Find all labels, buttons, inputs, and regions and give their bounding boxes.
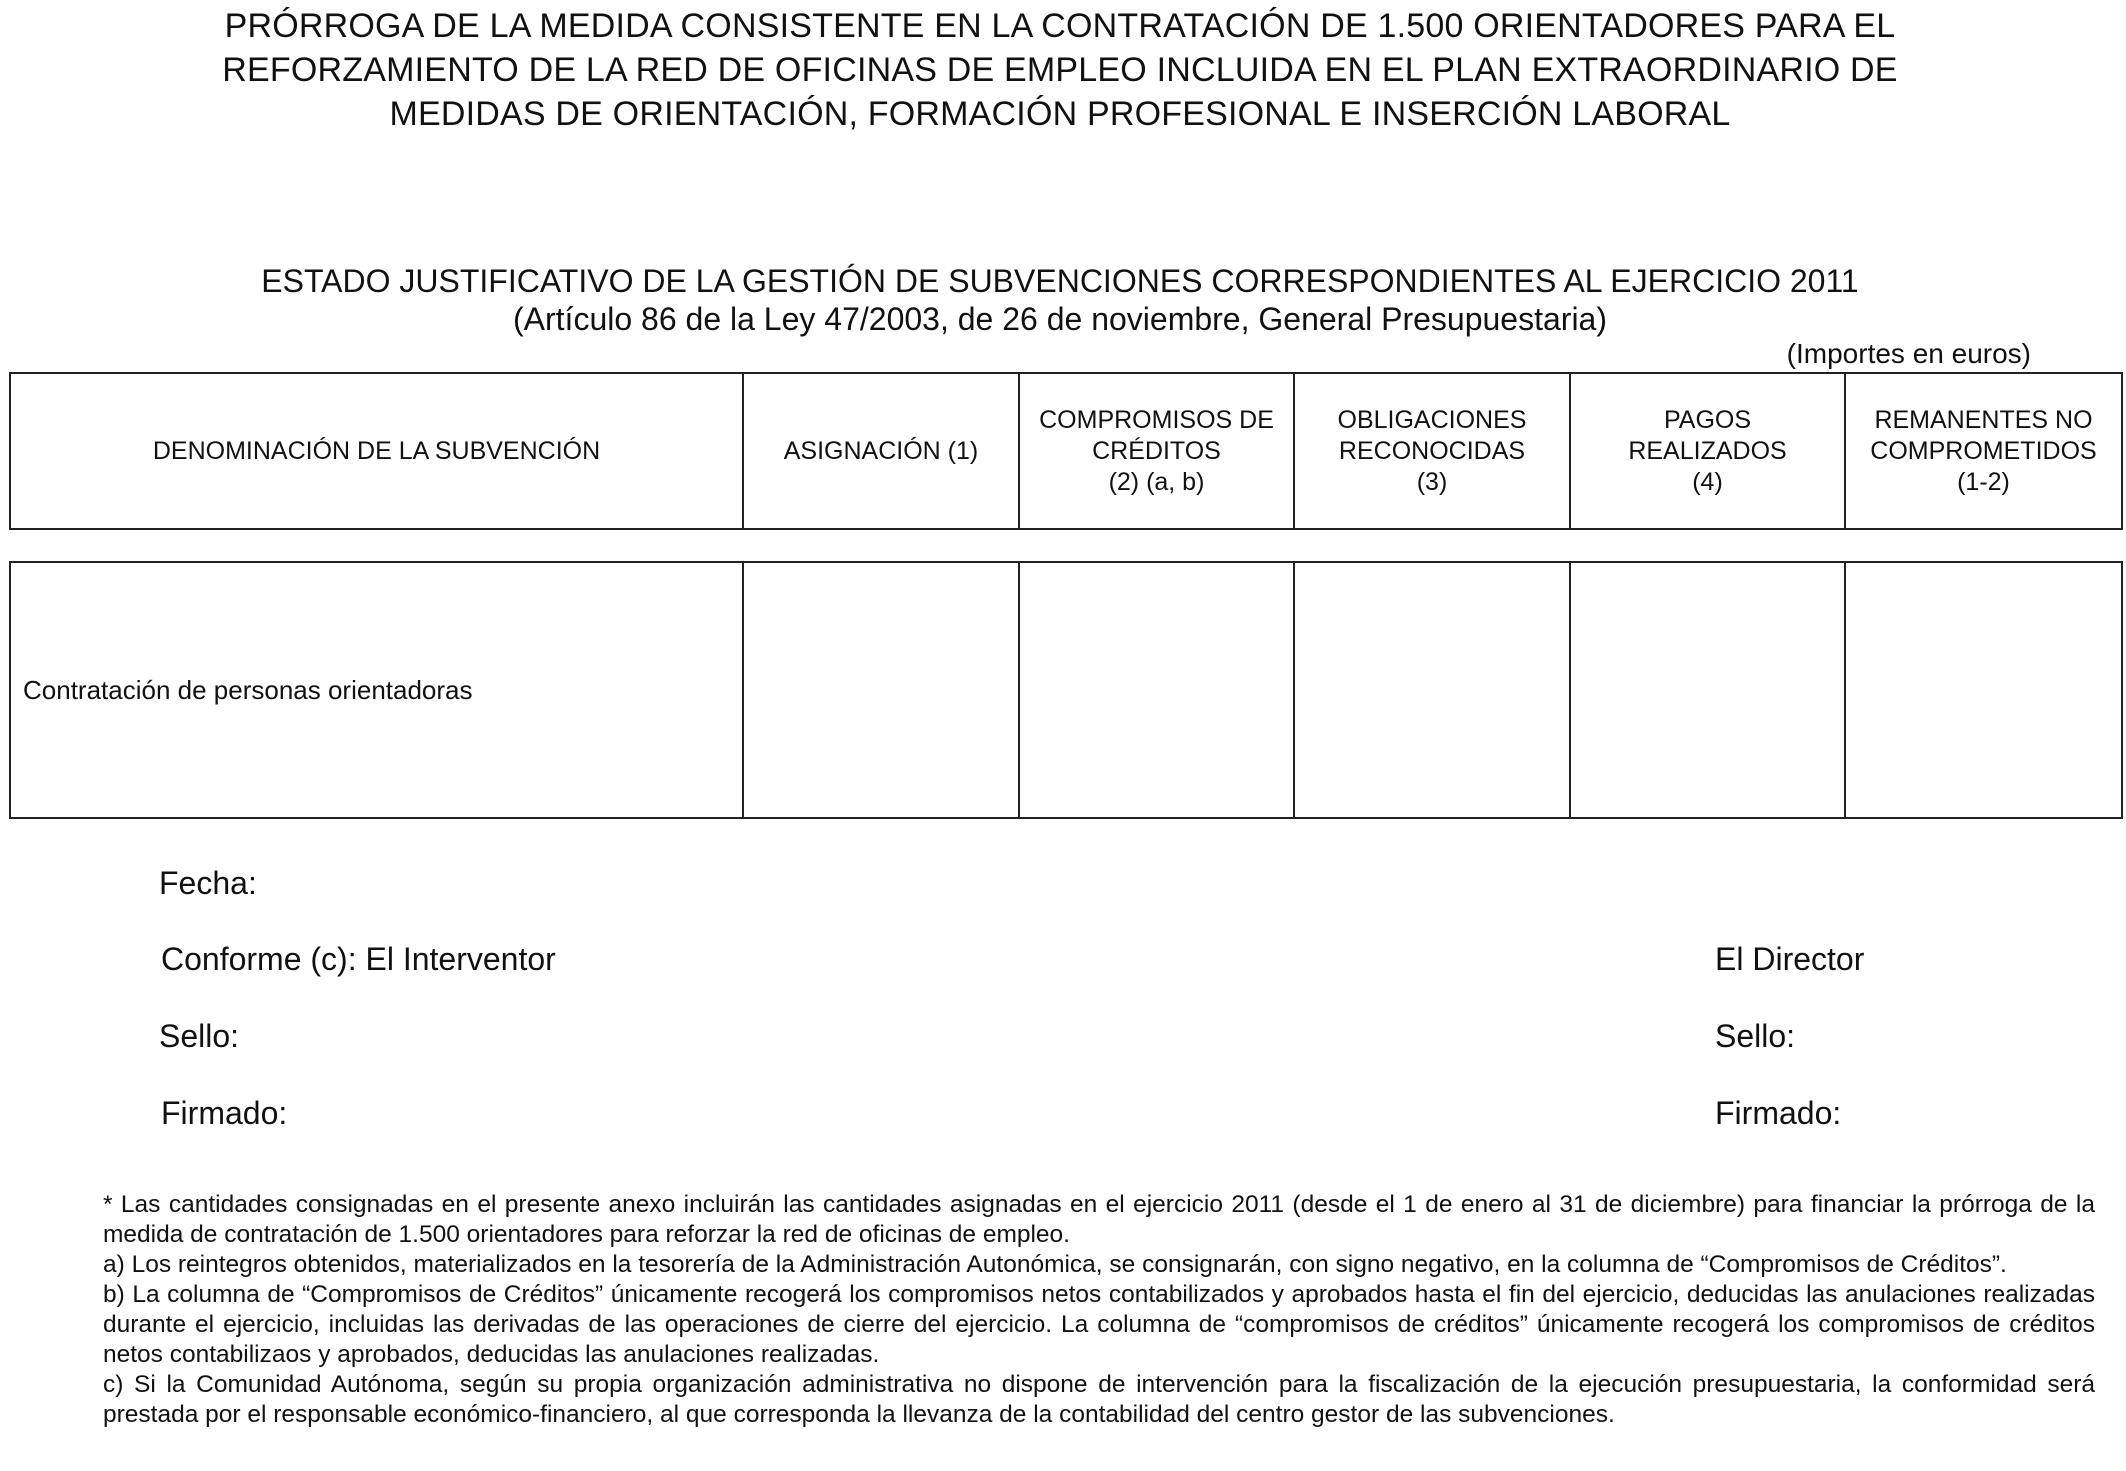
header-line: COMPROMETIDOS [1870, 436, 2097, 465]
title-line-2: REFORZAMIENTO DE LA RED DE OFICINAS DE EMPLEO INCLUIDA EN EL PLAN EXTRAORDINARIO DE [222, 51, 1898, 89]
header-line: OBLIGACIONES [1337, 405, 1527, 434]
header-table [9, 372, 2123, 530]
title-line-1: PRÓRROGA DE LA MEDIDA CONSISTENTE EN LA CONTRATACIÓN DE 1.500 ORIENTADORES PARA EL [224, 7, 1896, 45]
header-compromisos [1019, 373, 1294, 529]
cell-remanentes [1845, 562, 2122, 818]
header-line: (1-2) [1957, 467, 2010, 496]
header-line: COMPROMISOS DE [1039, 405, 1274, 434]
conforme-label: Conforme (c): El Interventor [161, 941, 556, 977]
firmado-left-label: Firmado: [161, 1095, 288, 1131]
header-obligaciones [1294, 373, 1570, 529]
footnote-a: a) Los reintegros obtenidos, materializados en la tesorería de la Administración Autonómica, se consignarán, con signo negativo, en la columna de “Compromisos de Créditos”. [103, 1251, 2007, 1278]
director-label: El Director [1715, 941, 1865, 977]
sello-right-label: Sello: [1715, 1018, 1796, 1054]
header-asignacion [743, 373, 1019, 529]
cell-compromisos [1019, 562, 1294, 818]
header-line: PAGOS [1663, 405, 1752, 434]
table-row [10, 562, 2122, 818]
header-line: ASIGNACIÓN (1) [783, 436, 979, 465]
cell-pagos [1570, 562, 1845, 818]
header-remanentes [1845, 373, 2122, 529]
header-pagos [1570, 373, 1845, 529]
header-line: CRÉDITOS [1092, 436, 1221, 465]
footnote-c: c) Si la Comunidad Autónoma, según su propia organización administrativa no dispone de intervención para la fiscalización de la ejecución presupuestaria, la conformidad será prestada por el responsable económico-financiero, al que corresponda la llevanza de la contabilidad del centro gestor de las subvenciones. [103, 1371, 2095, 1428]
cell-asignacion [743, 562, 1019, 818]
header-line: (4) [1692, 467, 1723, 496]
subtitle-line-2: (Artículo 86 de la Ley 47/2003, de 26 de noviembre, General Presupuestaria) [513, 301, 1607, 337]
header-denominacion [10, 373, 743, 529]
cell-obligaciones [1294, 562, 1570, 818]
document-title [60, 4, 2060, 136]
body-table [9, 561, 2123, 819]
firmado-right-label: Firmado: [1715, 1095, 1842, 1131]
header-line: (2) (a, b) [1108, 467, 1205, 496]
header-line: REALIZADOS [1628, 436, 1787, 465]
footnote-b: b) La columna de “Compromisos de Créditos” únicamente recogerá los compromisos netos contabilizados y aprobados hasta el fin del ejercicio, deducidas las anulaciones realizadas durante el ejercicio, incluidas las derivadas de las operaciones de cierre del ejercicio. La columna de “compromisos de créditos” únicamente recogerá los compromisos de créditos netos contabilizaos y aprobados, deducidas las anulaciones realizadas. [103, 1281, 2095, 1368]
footnote-general: * Las cantidades consignadas en el presente anexo incluirán las cantidades asignadas en el ejercicio 2011 (desde el 1 de enero al 31 de diciembre) para financiar la prórroga de la medida de contratación de 1.500 orientadores para reforzar la red de oficinas de empleo. [103, 1191, 2095, 1248]
header-line: REMANENTES NO [1874, 405, 2093, 434]
sello-left-label: Sello: [159, 1018, 240, 1054]
cell-denominacion: Contratación de personas orientadoras [10, 562, 743, 818]
document-subtitle [60, 262, 2060, 338]
header-row [10, 373, 2122, 529]
title-line-3: MEDIDAS DE ORIENTACIÓN, FORMACIÓN PROFESIONAL E INSERCIÓN LABORAL [389, 95, 1731, 133]
subtitle-line-1: ESTADO JUSTIFICATIVO DE LA GESTIÓN DE SUBVENCIONES CORRESPONDIENTES AL EJERCICIO 2011 [261, 263, 1859, 299]
header-line: DENOMINACIÓN DE LA SUBVENCIÓN [152, 436, 601, 465]
header-line: (3) [1416, 467, 1448, 496]
fecha-label: Fecha: [159, 865, 257, 901]
units-note: (Importes en euros) [1786, 338, 2031, 369]
footnotes [103, 1190, 2095, 1430]
header-line: RECONOCIDAS [1338, 436, 1526, 465]
